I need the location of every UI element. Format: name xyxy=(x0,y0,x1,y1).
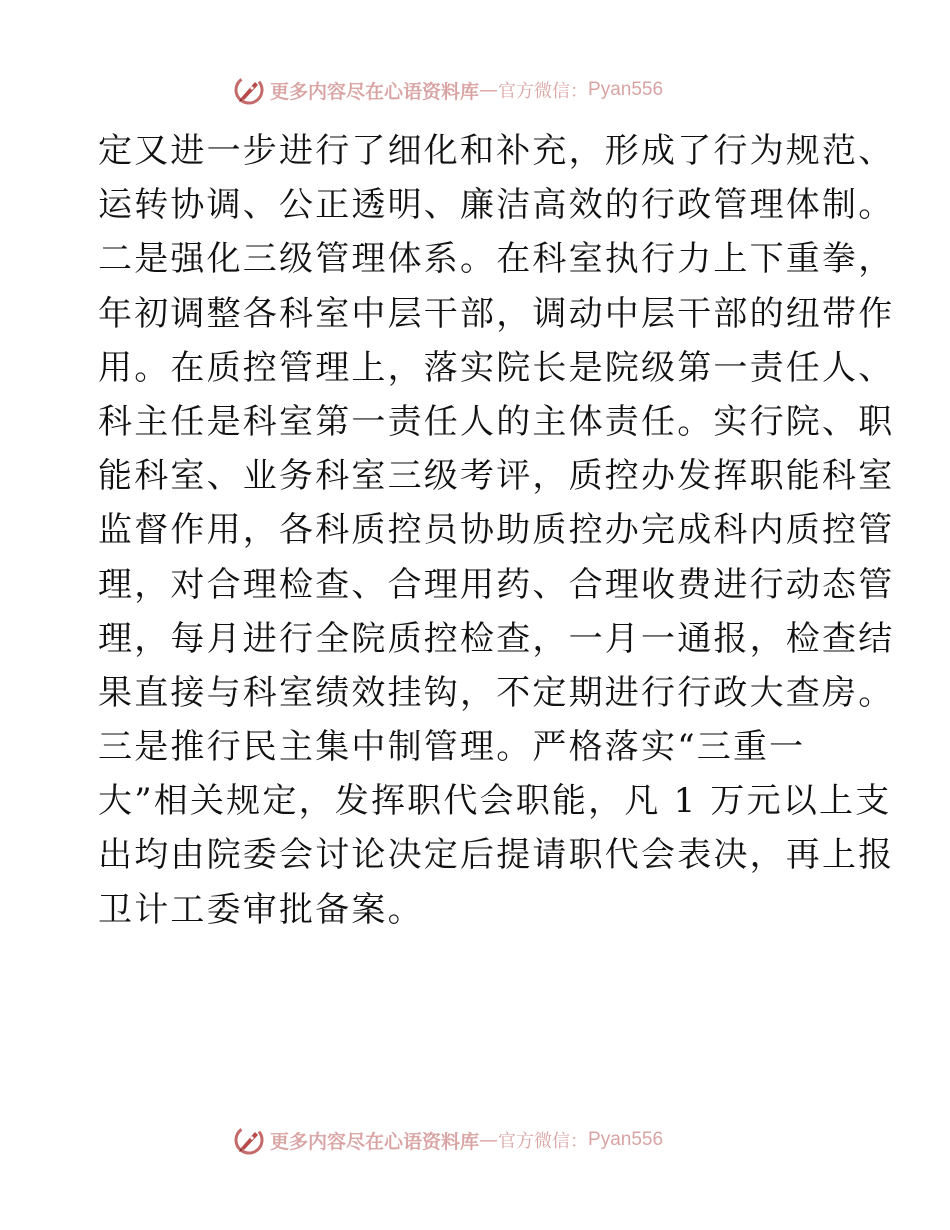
text-line: 用。在质控管理上，落实院长是院级第一责任人、 xyxy=(98,347,895,388)
text-line: 二是强化三级管理体系。在科室执行力上下重拳， xyxy=(98,239,895,280)
watermark-wechat-id: Pyan556 xyxy=(588,1129,664,1150)
text-line: 科主任是科室第一责任人的主体责任。实行院、职 xyxy=(98,401,895,442)
pen-logo-icon xyxy=(232,73,266,107)
text-line: 大”相关规定，发挥职代会职能，凡 1 万元以上支 xyxy=(98,781,892,822)
text-line: 果直接与科室绩效挂钩，不定期进行行政大查房。 xyxy=(98,672,895,713)
watermark-dash: — xyxy=(479,1129,499,1151)
text-line: 年初调整各科室中层干部，调动中层干部的纽带作 xyxy=(98,293,895,334)
document-body xyxy=(98,124,895,937)
watermark-footer xyxy=(232,1122,663,1158)
watermark-wechat-id: Pyan556 xyxy=(588,79,664,100)
text-line: 运转协调、公正透明、廉洁高效的行政管理体制。 xyxy=(98,185,895,226)
text-line: 监督作用，各科质控员协助质控办完成科内质控管 xyxy=(98,510,895,551)
text-line: 能科室、业务科室三级考评，质控办发挥职能科室 xyxy=(98,456,895,497)
pen-logo-icon xyxy=(232,1123,266,1157)
text-line: 定又进一步进行了细化和补充，形成了行为规范、 xyxy=(98,131,895,171)
watermark-official-label: 官方微信： xyxy=(498,81,589,102)
watermark-main-text: 更多内容尽在心语资料库 xyxy=(270,80,480,103)
watermark-main-text: 更多内容尽在心语资料库 xyxy=(270,1130,480,1153)
watermark-header xyxy=(232,72,663,108)
text-line: 三是推行民主集中制管理。严格落实“三重一 xyxy=(98,727,806,768)
watermark-official-label: 官方微信： xyxy=(498,1131,589,1152)
text-line: 理，每月进行全院质控检查，一月一通报，检查结 xyxy=(98,618,895,659)
text-line: 出均由院委会讨论决定后提请职代会表决，再上报 xyxy=(98,835,895,876)
text-line: 理，对合理检查、合理用药、合理收费进行动态管 xyxy=(98,564,895,605)
text-line: 卫计工委审批备案。 xyxy=(98,889,424,930)
watermark-dash: — xyxy=(479,79,499,101)
